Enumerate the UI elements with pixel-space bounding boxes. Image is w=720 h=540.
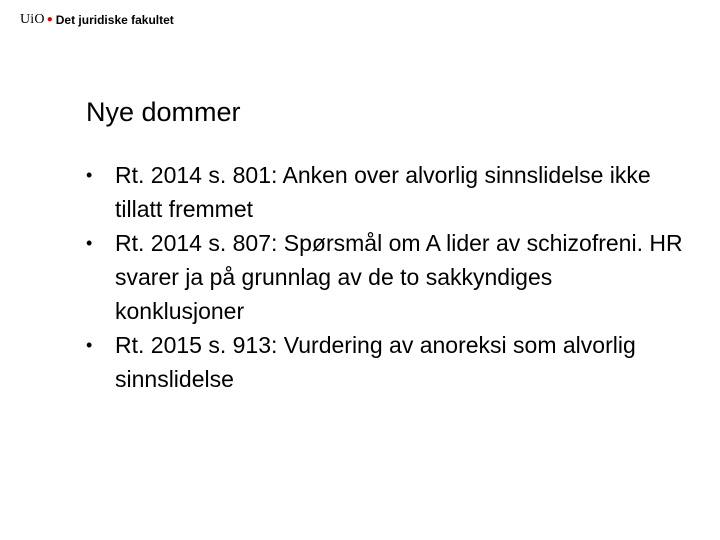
- logo-dot-icon: ●: [46, 14, 53, 25]
- bullet-icon: •: [86, 233, 93, 253]
- faculty-name: Det juridiske fakultet: [55, 13, 174, 27]
- bullet-text: Rt. 2015 s. 913: Vurdering av anoreksi som alvorlig sinnslidelse: [115, 332, 636, 392]
- bullet-text: Rt. 2014 s. 807: Spørsmål om A lider av schizofreni. HR svarer ja på grunnlag av de to sakkyndiges konklusjoner: [115, 230, 683, 324]
- bullet-icon: •: [86, 165, 93, 185]
- bullet-list: [86, 158, 686, 396]
- slide-title: Nye dommer: [86, 97, 241, 127]
- bullet-item: [86, 158, 686, 226]
- uio-logo: UiO: [20, 12, 45, 27]
- bullet-icon: •: [86, 335, 93, 355]
- bullet-text: Rt. 2014 s. 801: Anken over alvorlig sinnslidelse ikke tillatt fremmet: [115, 162, 651, 222]
- bullet-item: [86, 328, 686, 396]
- slide-header: [20, 11, 174, 29]
- bullet-item: [86, 226, 686, 328]
